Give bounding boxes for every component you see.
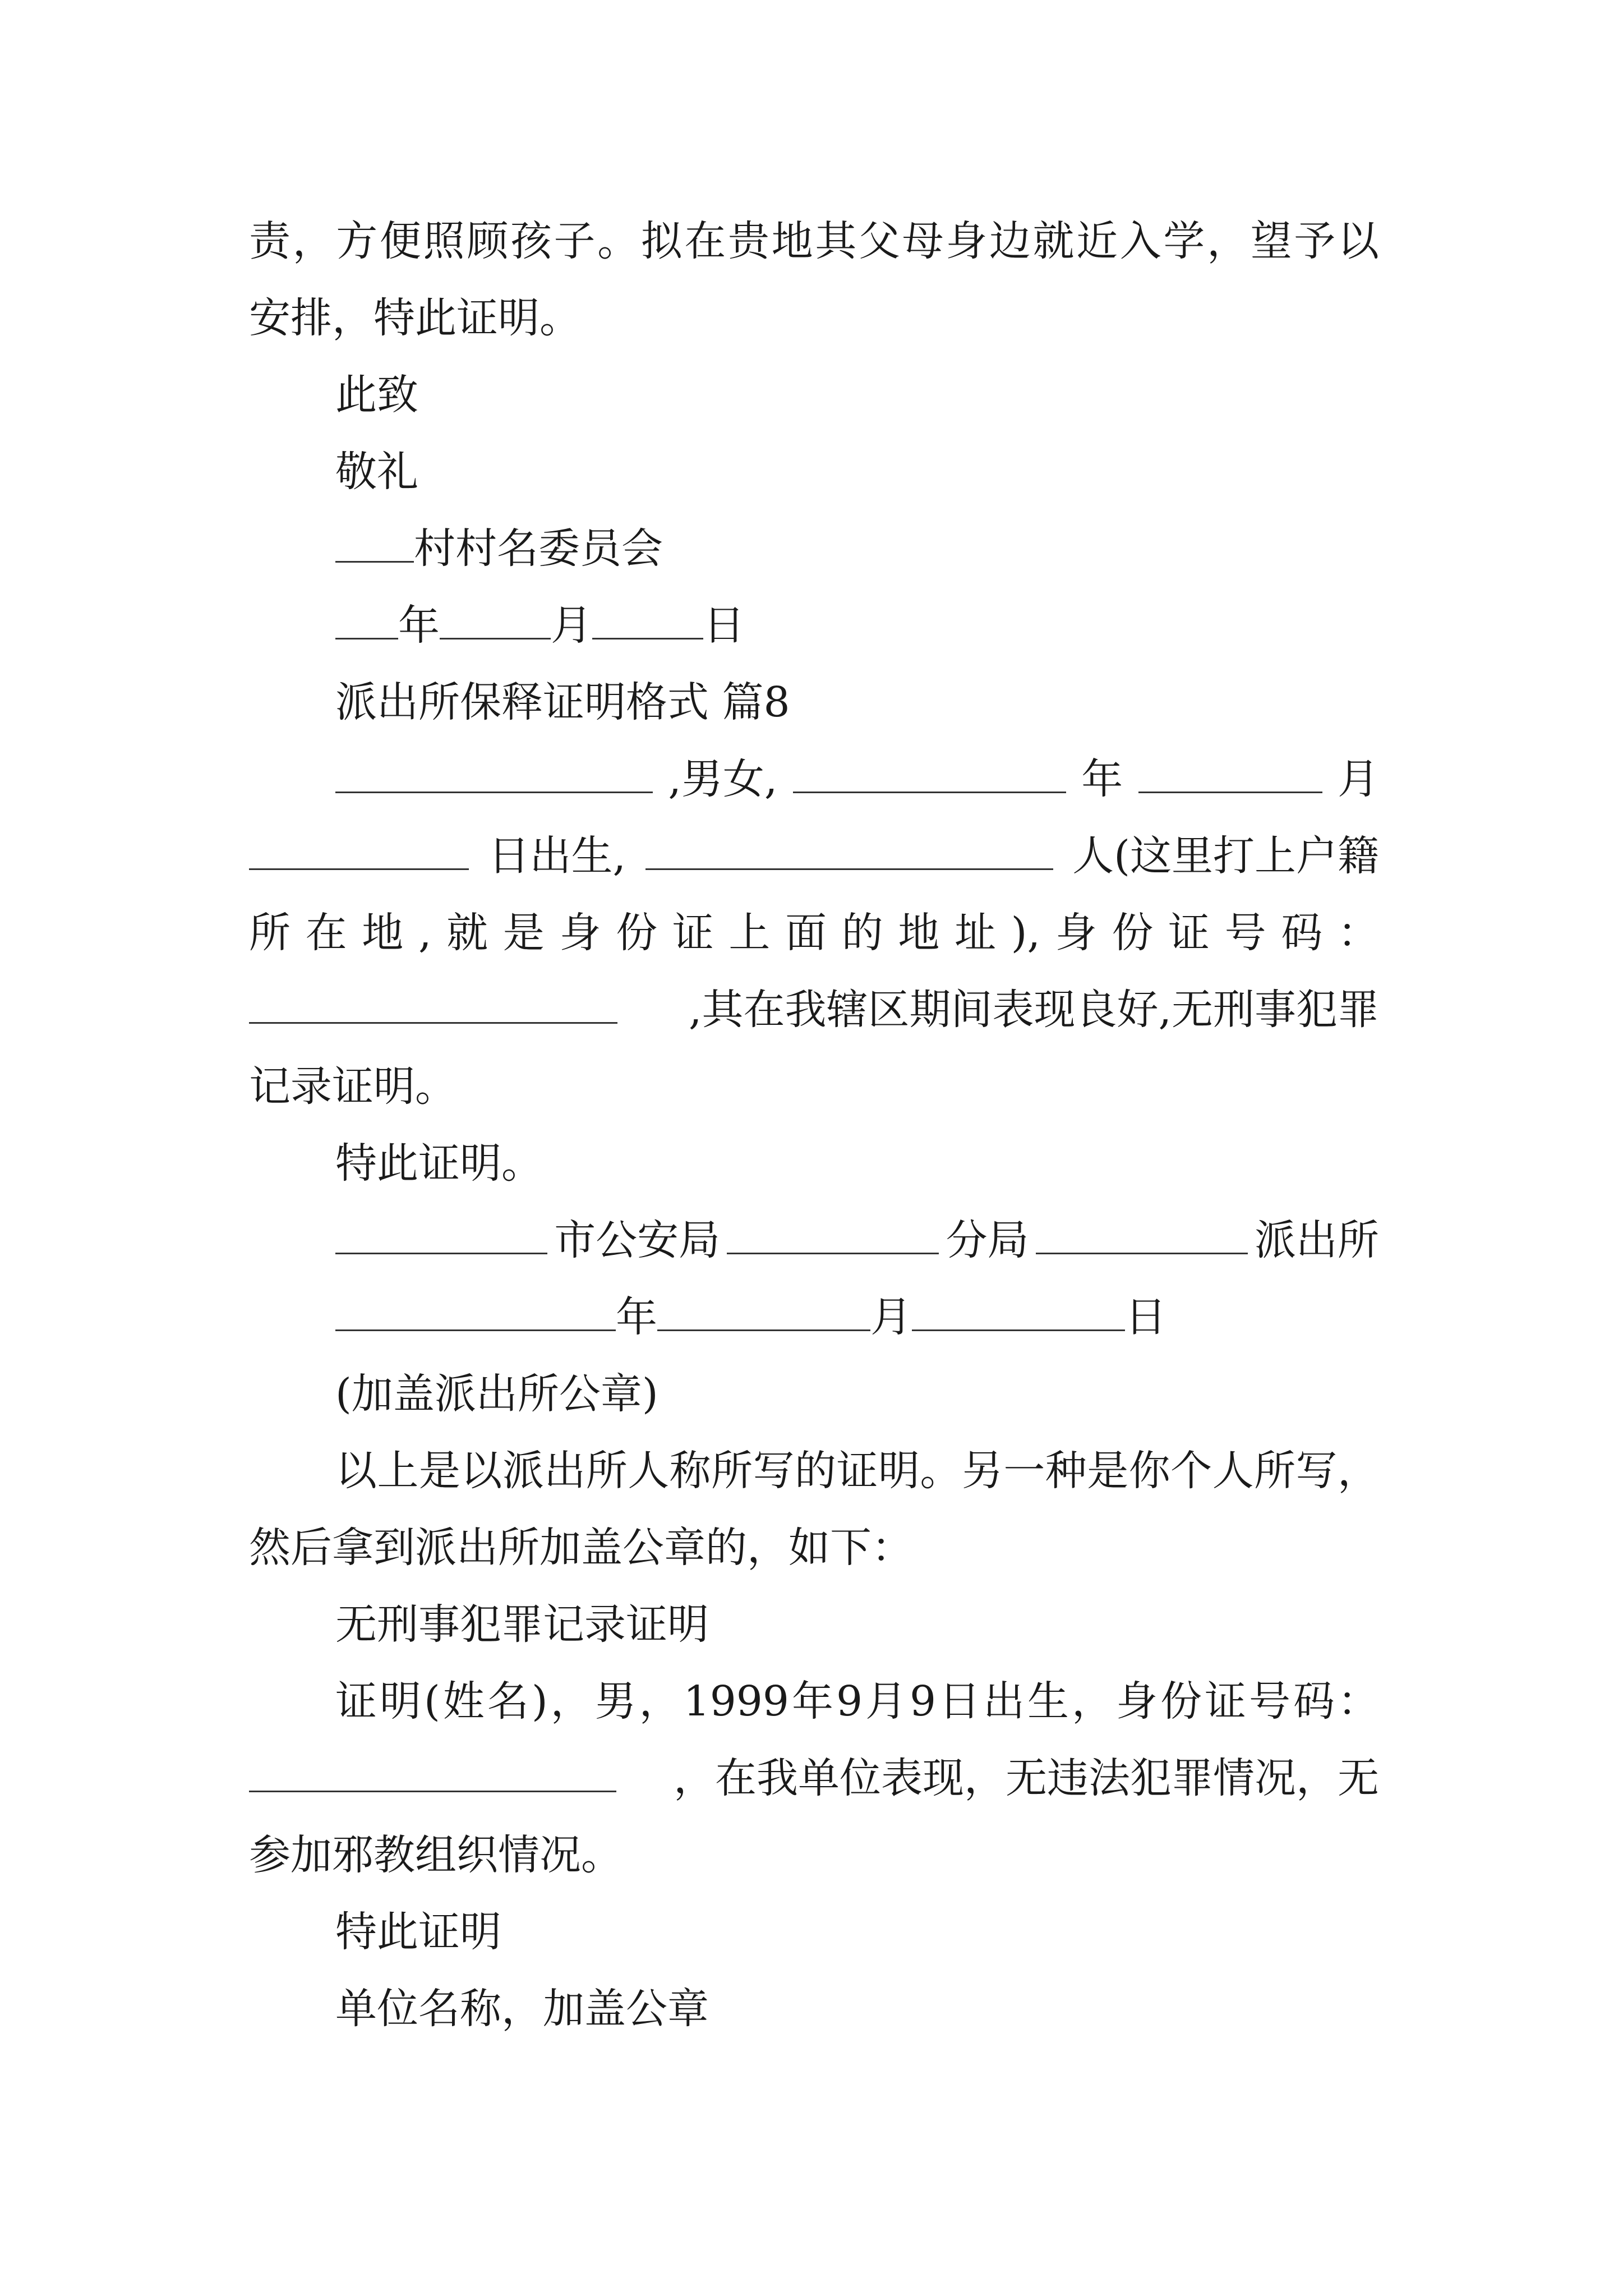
form-line bbox=[249, 982, 1379, 1038]
blank-field bbox=[249, 983, 617, 1024]
text-segment: 市公安局 bbox=[554, 1216, 721, 1264]
text-line: 特此证明 bbox=[335, 1908, 501, 1956]
signature-village-committee bbox=[335, 521, 663, 577]
text-line: 参加邪教组织情况。 bbox=[249, 1831, 623, 1879]
form-line bbox=[335, 751, 1379, 807]
text-segment: 年 bbox=[616, 1293, 657, 1341]
blank-field bbox=[912, 1290, 1125, 1331]
blank-field bbox=[335, 599, 398, 639]
text-segment: 日 bbox=[1125, 1293, 1166, 1341]
blank-field bbox=[335, 1213, 547, 1254]
blank-field bbox=[335, 1290, 616, 1331]
text-segment: 年 bbox=[398, 601, 440, 650]
blank-field bbox=[249, 829, 469, 870]
form-line bbox=[249, 828, 1379, 884]
date-line bbox=[335, 1289, 1166, 1345]
text-line: 安排，特此证明。 bbox=[249, 294, 581, 342]
text-line: (加盖派出所公章) bbox=[335, 1370, 658, 1418]
text-segment: 日 bbox=[703, 601, 745, 650]
text-segment: 村村名委员会 bbox=[414, 524, 663, 573]
blank-field bbox=[440, 599, 551, 639]
date-line bbox=[335, 597, 745, 654]
salutation: 敬礼 bbox=[335, 448, 418, 496]
signature-police-station bbox=[335, 1212, 1379, 1268]
blank-field bbox=[592, 599, 703, 639]
blank-field bbox=[249, 1751, 616, 1792]
text-segment: 年 bbox=[1081, 755, 1123, 803]
blank-field bbox=[657, 1290, 870, 1331]
section-heading: 无刑事犯罪记录证明 bbox=[335, 1600, 709, 1649]
text-line: 记录证明。 bbox=[249, 1062, 457, 1111]
form-line bbox=[249, 1750, 1379, 1806]
blank-field bbox=[1036, 1213, 1248, 1254]
text-segment: 月 bbox=[870, 1293, 912, 1341]
text-line: 然后拿到派出所加盖公章的，如下： bbox=[249, 1524, 913, 1572]
text-segment: 月 bbox=[1338, 755, 1379, 803]
text-line: 特此证明。 bbox=[335, 1139, 543, 1188]
text-segment: ,男女, bbox=[668, 755, 778, 803]
text-segment: 人(这里打上户籍 bbox=[1072, 832, 1379, 880]
text-line: 所在地,就是身份证上面的地址),身份证号码： bbox=[249, 909, 1379, 957]
blank-field bbox=[793, 752, 1066, 793]
section-heading: 派出所保释证明格式 篇8 bbox=[335, 678, 790, 726]
text-segment: 月 bbox=[551, 601, 592, 650]
text-line: 责，方便照顾孩子。拟在贵地其父母身边就近入学，望予以 bbox=[249, 217, 1379, 265]
text-segment: 派出所 bbox=[1254, 1216, 1379, 1264]
blank-field bbox=[645, 829, 1053, 870]
salutation: 此致 bbox=[335, 371, 418, 419]
blank-field bbox=[1138, 752, 1322, 793]
text-line: 证明(姓名)，男，1999年9月9日出生，身份证号码： bbox=[335, 1677, 1379, 1726]
blank-field bbox=[335, 522, 414, 563]
text-segment: 分局 bbox=[946, 1216, 1029, 1264]
blank-field bbox=[335, 752, 653, 793]
text-segment: ,其在我辖区期间表现良好,无刑事犯罪 bbox=[688, 986, 1379, 1034]
text-segment: 日出生, bbox=[488, 832, 626, 880]
text-line: 以上是以派出所人称所写的证明。另一种是你个人所写， bbox=[335, 1447, 1379, 1495]
blank-field bbox=[727, 1213, 939, 1254]
text-line: 单位名称，加盖公章 bbox=[335, 1985, 709, 2033]
text-segment: ，在我单位表现，无违法犯罪情况，无 bbox=[674, 1754, 1379, 1802]
